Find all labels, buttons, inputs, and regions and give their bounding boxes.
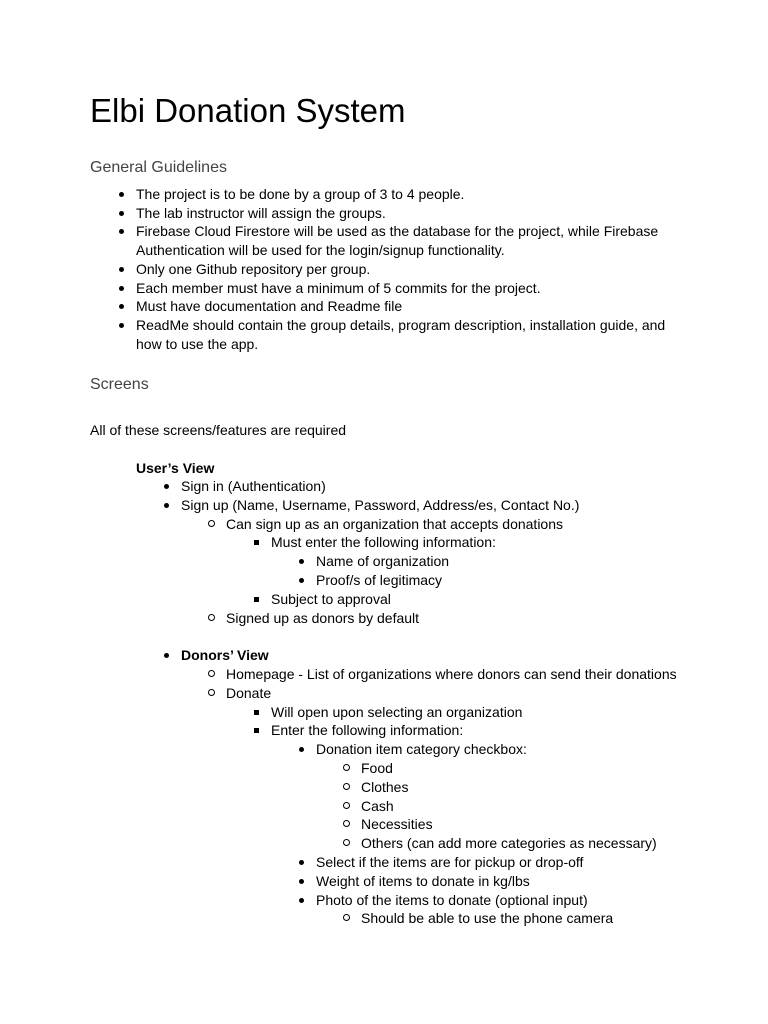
category-item: Others (can add more categories as necessary): [361, 834, 657, 852]
screens-intro: All of these screens/features are required: [90, 422, 347, 438]
category-item: Clothes: [361, 778, 408, 796]
bullet-disc-icon: [294, 853, 308, 871]
bullet-disc-icon: [114, 204, 128, 222]
bullet-circle-icon: [204, 609, 218, 627]
donors-view-label: Donors’ View: [181, 646, 269, 664]
bullet-circle-icon: [339, 797, 353, 815]
bullet-disc-icon: [114, 297, 128, 315]
list-item: Weight of items to donate in kg/lbs: [316, 872, 530, 890]
guideline-item: ReadMe should contain the group details, program description, installation guide, and: [136, 316, 665, 334]
list-item: Photo of the items to donate (optional input): [316, 891, 588, 909]
list-item: Donation item category checkbox:: [316, 740, 527, 758]
guideline-item: The project is to be done by a group of 3 to 4 people.: [136, 185, 464, 203]
bullet-disc-icon: [159, 477, 173, 495]
general-guidelines-heading: General Guidelines: [90, 159, 227, 176]
bullet-disc-icon: [294, 571, 308, 589]
bullet-circle-icon: [339, 759, 353, 777]
bullet-circle-icon: [339, 815, 353, 833]
guideline-item: Firebase Cloud Firestore will be used as the database for the project, while Firebase: [136, 222, 658, 240]
bullet-square-icon: [249, 590, 263, 608]
list-item: Subject to approval: [271, 590, 391, 608]
guideline-item: Each member must have a minimum of 5 commits for the project.: [136, 279, 541, 297]
list-item: Select if the items are for pickup or drop-off: [316, 853, 583, 871]
list-item: Will open upon selecting an organization: [271, 703, 522, 721]
bullet-square-icon: [249, 533, 263, 551]
bullet-disc-icon: [159, 496, 173, 514]
list-item: Should be able to use the phone camera: [361, 909, 613, 927]
bullet-circle-icon: [339, 909, 353, 927]
bullet-circle-icon: [204, 665, 218, 683]
bullet-circle-icon: [339, 834, 353, 852]
list-item: Name of organization: [316, 552, 449, 570]
list-item: Donate: [226, 684, 271, 702]
category-item: Necessities: [361, 815, 433, 833]
list-item: Sign in (Authentication): [181, 477, 326, 495]
list-item: Proof/s of legitimacy: [316, 571, 442, 589]
list-item: Must enter the following information:: [271, 533, 496, 551]
category-item: Food: [361, 759, 393, 777]
document-title: Elbi Donation System: [90, 92, 406, 129]
bullet-disc-icon: [294, 552, 308, 570]
guideline-item: Must have documentation and Readme file: [136, 297, 402, 315]
bullet-disc-icon: [114, 222, 128, 240]
list-item: Signed up as donors by default: [226, 609, 419, 627]
list-item: Can sign up as an organization that accepts donations: [226, 515, 563, 533]
bullet-circle-icon: [204, 684, 218, 702]
guideline-item: The lab instructor will assign the groups.: [136, 204, 386, 222]
list-item: Homepage - List of organizations where donors can send their donations: [226, 665, 677, 683]
bullet-disc-icon: [114, 185, 128, 203]
bullet-disc-icon: [114, 260, 128, 278]
bullet-circle-icon: [204, 515, 218, 533]
bullet-disc-icon: [114, 279, 128, 297]
guideline-item-continued: Authentication will be used for the login/signup functionality.: [136, 242, 505, 258]
guideline-item-continued: how to use the app.: [136, 336, 259, 352]
users-view-label: User’s View: [136, 460, 215, 476]
list-item: Sign up (Name, Username, Password, Address/es, Contact No.): [181, 496, 579, 514]
bullet-disc-icon: [294, 740, 308, 758]
screens-heading: Screens: [90, 376, 149, 393]
bullet-disc-icon: [114, 316, 128, 334]
category-item: Cash: [361, 797, 394, 815]
bullet-circle-icon: [339, 778, 353, 796]
guideline-item: Only one Github repository per group.: [136, 260, 370, 278]
bullet-square-icon: [249, 703, 263, 721]
bullet-disc-icon: [294, 872, 308, 890]
bullet-disc-icon: [159, 646, 173, 664]
bullet-disc-icon: [294, 891, 308, 909]
bullet-square-icon: [249, 721, 263, 739]
list-item: Enter the following information:: [271, 721, 463, 739]
